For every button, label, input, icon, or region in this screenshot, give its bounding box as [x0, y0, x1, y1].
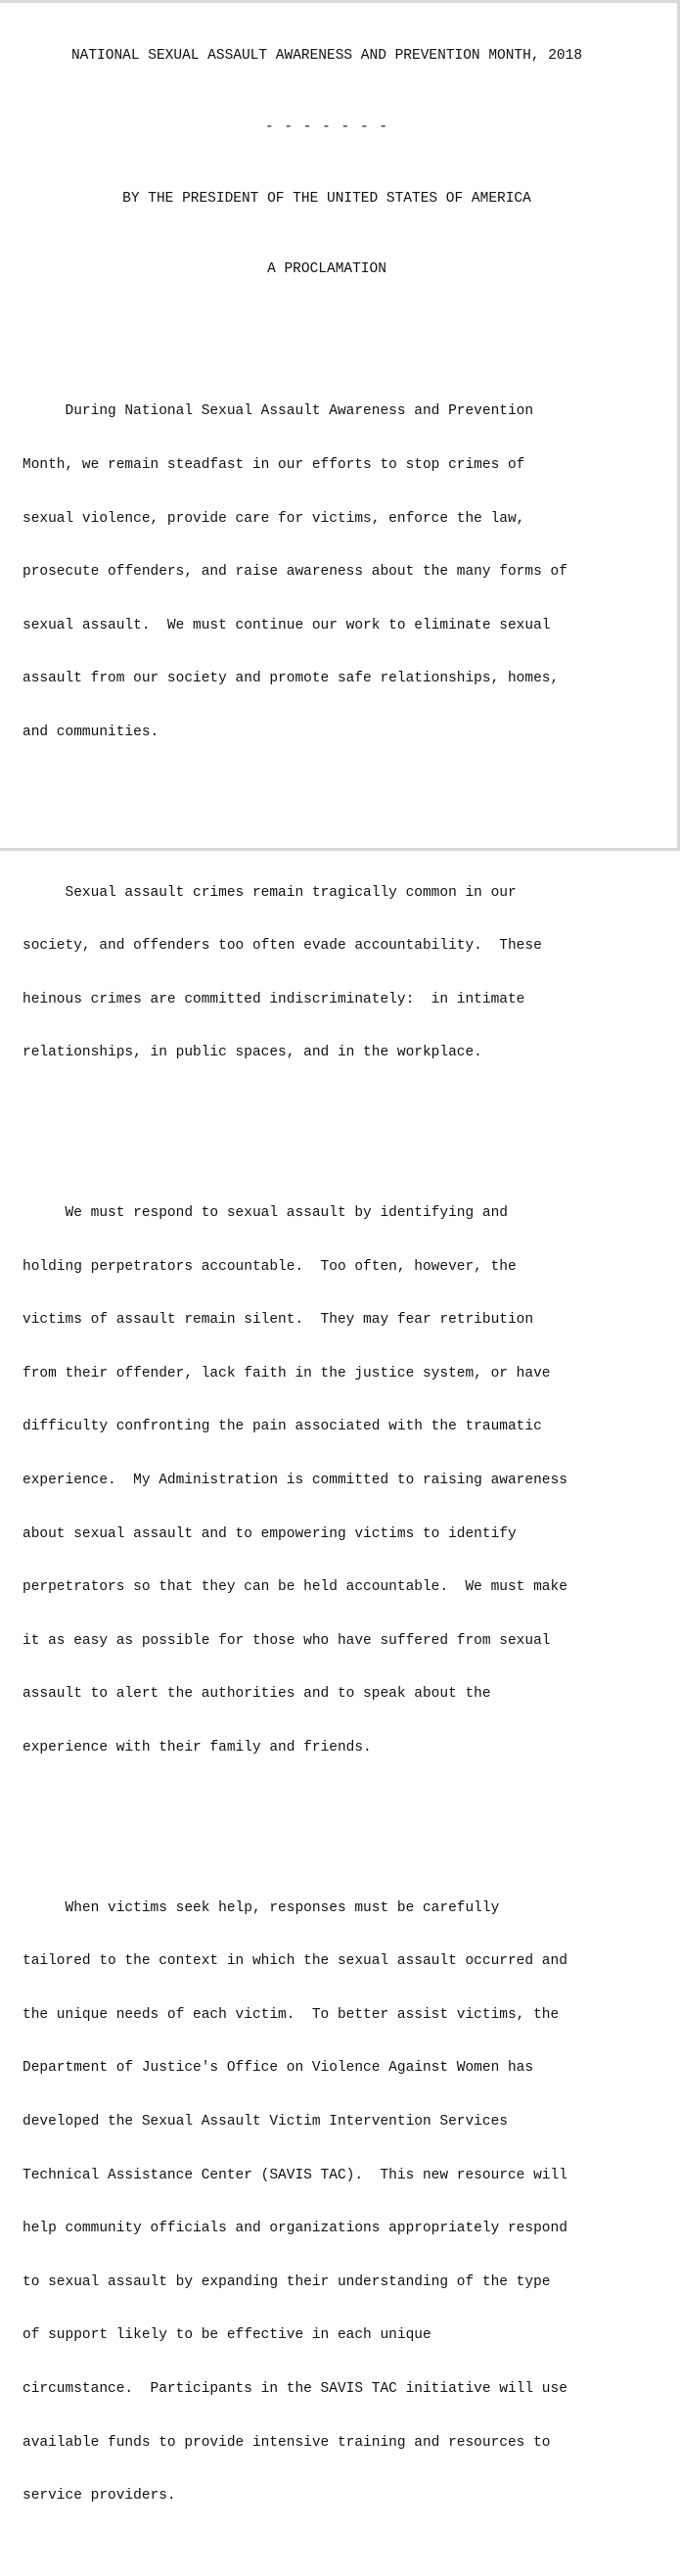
- paragraph-line: During National Sexual Assault Awareness and Prevention: [23, 403, 534, 420]
- paragraph-line: Department of Justice's Office on Violence Against Women has: [23, 2060, 534, 2077]
- page-top-edge: [0, 0, 680, 3]
- paragraph-line: perpetrators so that they can be held accountable. We must make: [23, 1579, 567, 1596]
- paragraph-line: Month, we remain steadfast in our efforts to stop crimes of: [23, 457, 525, 474]
- paragraph-line: We must respond to sexual assault by identifying and: [23, 1205, 508, 1222]
- proclamation-text: [23, 12, 649, 2576]
- paragraph-line: difficulty confronting the pain associated with the traumatic: [23, 1419, 542, 1435]
- paragraph-line: Technical Assistance Center (SAVIS TAC). This new resource will: [23, 2167, 567, 2183]
- title-separator: - - - - - - -: [264, 119, 389, 136]
- paragraph-line: from their offender, lack faith in the justice system, or have: [23, 1365, 551, 1382]
- paragraph-line: and communities.: [23, 725, 159, 741]
- paragraph-line: of support likely to be effective in each unique: [23, 2327, 431, 2344]
- paragraph-line: it as easy as possible for those who have suffered from sexual: [23, 1632, 551, 1649]
- document-title: NATIONAL SEXUAL ASSAULT AWARENESS AND PREVENTION MONTH, 2018: [70, 48, 583, 65]
- paragraph-line: sexual assault. We must continue our work to eliminate sexual: [23, 617, 551, 633]
- paragraph-3: [23, 1169, 649, 1793]
- paragraph-line: the unique needs of each victim. To better assist victims, the: [23, 2006, 560, 2023]
- paragraph-line: society, and offenders too often evade accountability. These: [23, 938, 542, 955]
- paragraph-line: Sexual assault crimes remain tragically common in our: [23, 884, 517, 901]
- paragraph-line: service providers.: [23, 2488, 176, 2505]
- paragraph-line: experience. My Administration is committed to raising awareness: [23, 1472, 567, 1488]
- paragraph-line: holding perpetrators accountable. Too often, however, the: [23, 1258, 517, 1275]
- paragraph-1: [23, 367, 649, 777]
- paragraph-line: to sexual assault by expanding their understanding of the type: [23, 2273, 551, 2290]
- paragraph-line: relationships, in public spaces, and in the workplace.: [23, 1045, 482, 1061]
- paragraph-line: about sexual assault and to empowering victims to identify: [23, 1525, 517, 1542]
- paragraph-line: sexual violence, provide care for victims, enforce the law,: [23, 510, 525, 527]
- paragraph-2: [23, 848, 649, 1098]
- paragraph-4: [23, 1863, 649, 2541]
- proclamation-heading: A PROCLAMATION: [267, 261, 386, 278]
- paragraph-line: prosecute offenders, and raise awareness about the many forms of: [23, 564, 567, 581]
- paragraph-line: circumstance. Participants in the SAVIS TAC initiative will use: [23, 2380, 567, 2397]
- paragraph-line: available funds to provide intensive training and resources to: [23, 2434, 551, 2451]
- paragraph-line: developed the Sexual Assault Victim Intervention Services: [23, 2113, 508, 2130]
- paragraph-line: assault from our society and promote safe relationships, homes,: [23, 671, 560, 687]
- paragraph-line: tailored to the context in which the sexual assault occurred and: [23, 1953, 567, 1970]
- issuer-line: BY THE PRESIDENT OF THE UNITED STATES OF AMERICA: [122, 190, 531, 207]
- paragraph-line: heinous crimes are committed indiscriminately: in intimate: [23, 991, 525, 1007]
- paragraph-line: assault to alert the authorities and to speak about the: [23, 1686, 491, 1703]
- paragraph-line: victims of assault remain silent. They may fear retribution: [23, 1312, 534, 1329]
- paragraph-line: help community officials and organizations appropriately respond: [23, 2221, 567, 2237]
- paragraph-line: experience with their family and friends.: [23, 1739, 372, 1756]
- paragraph-line: When victims seek help, responses must be carefully: [23, 1899, 500, 1916]
